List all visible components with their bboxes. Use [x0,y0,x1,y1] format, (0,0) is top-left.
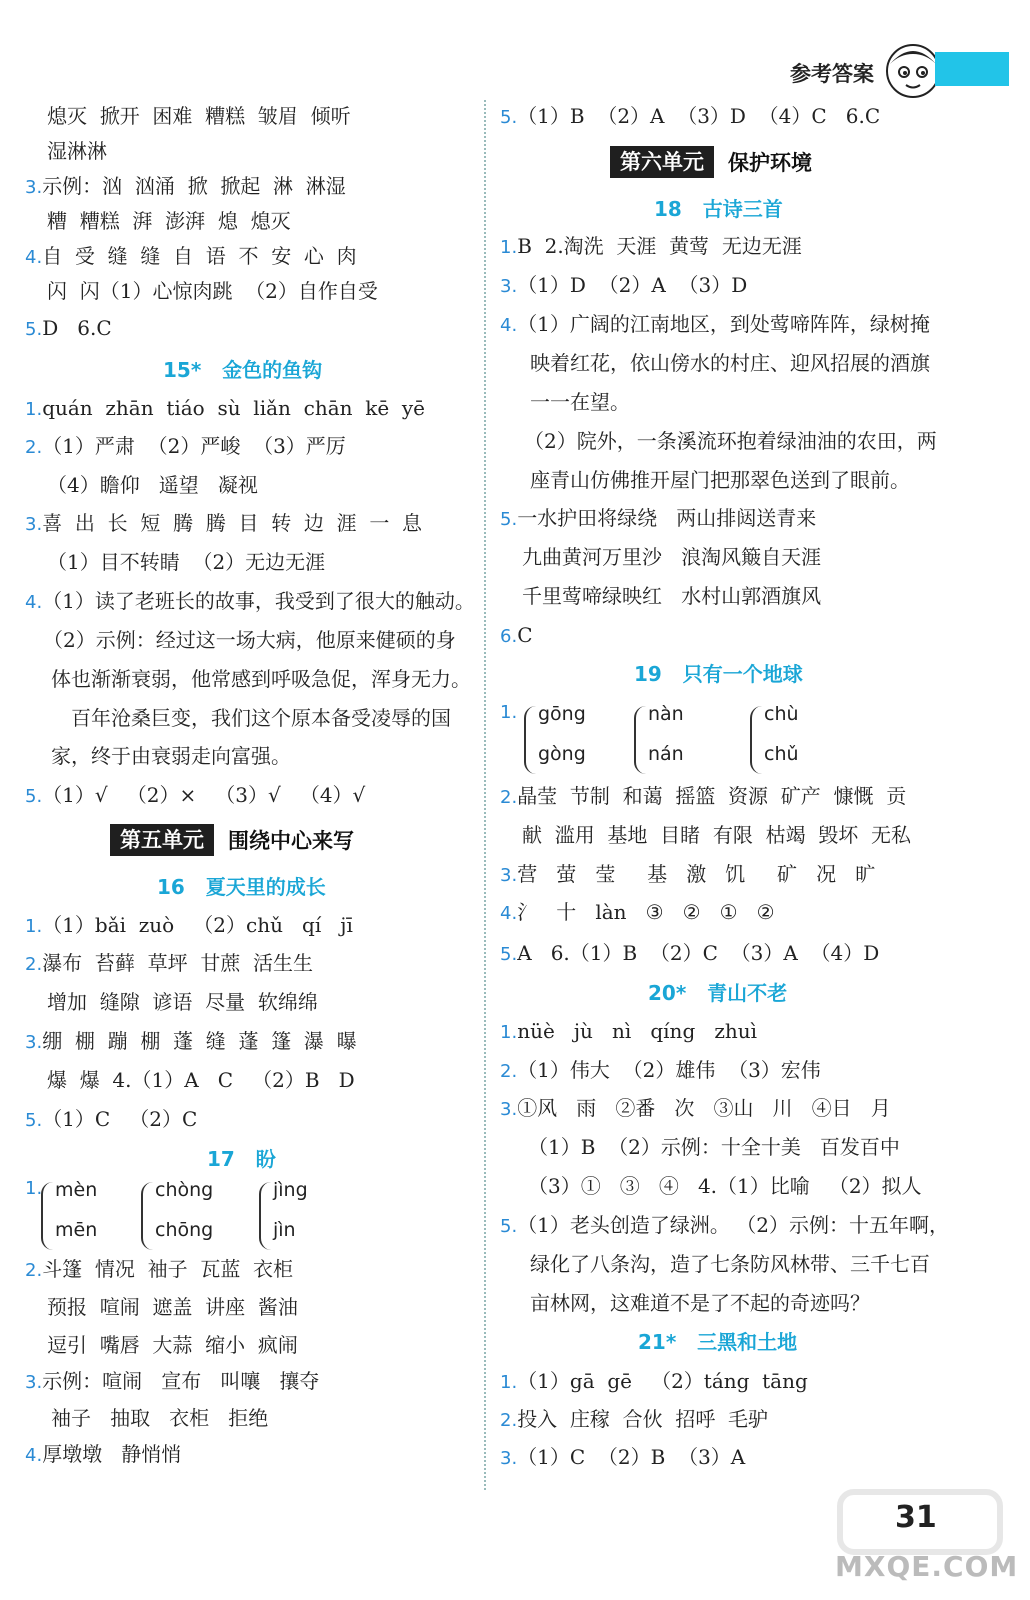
answer-line [500,1057,821,1085]
answer-line [500,103,880,131]
answer-line [25,950,313,978]
answer-text: A 6.（1）B （2）C （3）A （4）D [517,941,880,965]
answer-line: 千里莺啼绿映红 水村山郭酒旗风 [522,584,822,608]
unit-tag: 第五单元 [110,824,214,856]
answer-line: 熄灭 掀开 困难 糟糕 皱眉 倾听 [47,104,351,128]
question-number: 1. [500,1372,518,1393]
answer-text: B 2.淘洗 天涯 黄莺 无边无涯 [517,234,802,258]
pinyin-bottom: jìn [273,1219,296,1241]
answer-line [500,940,879,968]
question-number: 5. [500,107,518,128]
watermark-text: MXQE.COM [835,1550,1019,1583]
pinyin-top: chù [764,703,799,725]
answer-line: （2）院外，一条溪流环抱着绿油油的农田，两 [524,429,937,453]
question-number: 3. [500,865,518,886]
header-label: 参考答案 [790,62,874,86]
question-number: 4. [25,592,43,613]
answer-line [500,1212,949,1240]
answer-line: 映着红花，依山傍水的村庄、迎风招展的酒旗 [530,351,930,375]
answer-line [500,622,533,650]
answer-line [25,1256,293,1284]
answer-text: 晶莹 节制 和蔼 摇篮 资源 矿产 慷慨 贡 [517,784,907,808]
answer-line [500,311,930,339]
answer-text: （1）严肃 （2）严峻 （3）严厉 [42,434,346,458]
question-number: 3. [500,1099,518,1120]
answer-line: 百年沧桑巨变，我们这个原本备受凌辱的国 [71,706,451,730]
answer-line [25,782,365,810]
question-number: 1. [25,1178,43,1199]
question-number: 3. [25,514,43,535]
question-number: 4. [500,903,518,924]
unit-heading [610,146,812,178]
answer-line: 献 滥用 基地 目睹 有限 枯竭 毁坏 无私 [522,823,912,847]
answer-line [500,1406,768,1434]
pinyin-brace [41,1182,53,1250]
header-accent-bar [935,52,1009,86]
answer-line: 体也渐渐衰弱，他常感到呼吸急促，浑身无力。 [51,667,471,691]
answer-line: 预报 喧闹 遮盖 讲座 酱油 [47,1295,298,1319]
pinyin-bottom: gòng [538,743,586,765]
answer-text: 厚墩墩 静悄悄 [42,1442,182,1466]
page-number: 31 [895,1500,937,1535]
pinyin-bottom: nán [648,743,684,765]
answer-text: 示例：喧闹 宣布 叫嚷 攘夺 [42,1369,320,1393]
answer-text: 一水护田将绿绕 两山排闼送青来 [517,506,817,530]
answer-text: 绷 棚 蹦 棚 蓬 缝 蓬 篷 瀑 曝 [42,1029,357,1053]
question-number: 1. [500,237,518,258]
answer-line [25,510,422,538]
answer-text: 氵 十 làn ③ ② ① ② [517,900,775,924]
answer-text: （1）√ （2）× （3）√ （4）√ [42,783,366,807]
question-number: 4. [500,315,518,336]
answer-text: 营 萤 莹 基 激 饥 矿 况 旷 [517,862,876,886]
unit-heading [110,824,354,856]
answer-line [25,1368,319,1396]
question-number: 5. [500,509,518,530]
answer-line: 袖子 抽取 衣柜 拒绝 [51,1406,269,1430]
pinyin-top: gōng [538,703,586,725]
answer-text: （1）C （2）C [42,1107,198,1131]
answer-line [25,173,346,201]
pinyin-brace [141,1182,153,1250]
answer-line [25,588,475,616]
question-number: 2. [25,1260,43,1281]
pinyin-brace [259,1182,271,1250]
answer-text: （1）C （2）B （3）A [517,1445,746,1469]
answer-line: 一一在望。 [530,390,630,414]
question-number: 3. [25,177,43,198]
pinyin-bottom: mēn [55,1219,98,1241]
answer-line [500,899,775,927]
answer-line [25,1106,197,1134]
answer-text: （1）广阔的江南地区，到处莺啼阵阵，绿树掩 [517,312,930,336]
answer-line [25,912,353,940]
question-number: 3. [500,1448,518,1469]
question-number: 3. [500,276,518,297]
answer-line: 九曲黄河万里沙 浪淘风簸自天涯 [522,545,822,569]
question-number: 1. [25,399,43,420]
answer-line [500,1368,808,1396]
question-number: 5. [500,944,518,965]
question-number: 3. [25,1372,43,1393]
answer-text: （1）B （2）A （3）D （4）C 6.C [517,104,881,128]
pinyin-bottom: chǔ [764,743,799,765]
answer-text: （1）gā gē （2）táng tāng [517,1369,808,1393]
pinyin-top: jìng [273,1179,308,1201]
answer-text: 斗篷 情况 袖子 瓦蓝 衣柜 [42,1257,294,1281]
answer-line [25,1028,357,1056]
answer-line: 爆 爆 4.（1）A C （2）B D [47,1068,355,1092]
answer-text: quán zhān tiáo sù liǎn chān kē yē [42,396,426,420]
unit-title: 围绕中心来写 [228,829,354,853]
answer-line: 亩林网，这难道不是了不起的奇迹吗？ [530,1291,870,1315]
answer-line [25,1441,181,1469]
question-number: 1. [500,702,518,723]
answer-line [500,505,816,533]
pinyin-brace [634,706,646,774]
question-number: 1. [25,916,43,937]
unit-title: 保护环境 [728,151,812,175]
question-number: 5. [500,1216,518,1237]
question-number: 1. [500,1022,518,1043]
question-number: 6. [500,626,518,647]
unit-tag: 第六单元 [610,146,714,178]
pinyin-top: nàn [648,703,684,725]
answer-line: 绿化了八条沟，造了七条防风林带、三千七百 [530,1252,930,1276]
pinyin-brace [750,706,762,774]
lesson-title: 18 古诗三首 [654,197,783,221]
answer-text: 瀑布 苔藓 草坪 甘蔗 活生生 [42,951,314,975]
answer-line: （1）目不转睛 （2）无边无涯 [47,550,326,574]
question-number: 5. [25,786,43,807]
answer-line [500,272,747,300]
question-number: 2. [500,787,518,808]
answer-line: 闪 闪（1）心惊肉跳 （2）自作自受 [47,279,378,303]
answer-line: 家，终于由衰弱走向富强。 [51,744,291,768]
answer-text: D 6.C [42,316,112,340]
answer-text: （1）读了老班长的故事，我受到了很大的触动。 [42,589,475,613]
answer-line [500,861,875,889]
lesson-title: 17 盼 [207,1147,276,1171]
lesson-title: 15* 金色的鱼钩 [163,358,323,382]
question-number: 5. [25,1110,43,1131]
answer-line [500,233,802,261]
column-divider [484,100,486,1490]
lesson-title: 19 只有一个地球 [634,662,803,686]
answer-line [25,433,346,461]
question-number: 4. [25,247,43,268]
question-number: 2. [500,1061,518,1082]
answer-text: 示例：汹 汹涌 掀 掀起 淋 淋湿 [42,174,346,198]
question-number: 2. [25,954,43,975]
answer-text: 自 受 缝 缝 自 语 不 安 心 肉 [42,244,357,268]
answer-text: 喜 出 长 短 腾 腾 目 转 边 涯 一 息 [42,511,423,535]
answer-text: ①风 雨 ②番 次 ③山 川 ④日 月 [517,1096,891,1120]
answer-line [25,395,425,423]
answer-text: （1）伟大 （2）雄伟 （3）宏伟 [517,1058,821,1082]
answer-line: 湿淋淋 [47,139,107,163]
answer-line [25,243,357,271]
question-number: 2. [500,1410,518,1431]
answer-line: 增加 缝隙 谚语 尽量 软绵绵 [47,990,318,1014]
answer-line: （4）瞻仰 遥望 凝视 [47,473,258,497]
answer-line [500,1018,757,1046]
question-number: 5. [25,319,43,340]
answer-text: （1）bǎi zuò （2）chǔ qí jī [42,913,353,937]
answer-text: nüè jù nì qíng zhuì [517,1019,758,1043]
answer-line: （2）示例：经过这一场大病，他原来健硕的身 [43,628,456,652]
answer-text: 投入 庄稼 合伙 招呼 毛驴 [517,1407,769,1431]
answer-line: （1）B （2）示例：十全十美 百发百中 [528,1135,900,1159]
answer-line [500,1095,891,1123]
lesson-title: 20* 青山不老 [648,981,788,1005]
answer-text: C [517,623,533,647]
answer-line [25,315,112,343]
lesson-title: 16 夏天里的成长 [157,875,326,899]
answer-line: 座青山仿佛推开屋门把那翠色送到了眼前。 [530,468,910,492]
pinyin-bottom: chōng [155,1219,214,1241]
answer-line: （3）① ③ ④ 4.（1）比喻 （2）拟人 [528,1174,922,1198]
answer-line: 糟 糟糕 湃 澎湃 熄 熄灭 [47,209,291,233]
pinyin-top: mèn [55,1179,98,1201]
answer-text: （1）D （2）A （3）D [517,273,748,297]
answer-line [500,783,906,811]
question-number: 3. [25,1032,43,1053]
question-number: 4. [25,1445,43,1466]
pinyin-brace [524,706,536,774]
question-number: 2. [25,437,43,458]
answer-line [500,1444,745,1472]
answer-text: （1）老头创造了绿洲。 （2）示例：十五年啊， [517,1213,949,1237]
answer-line: 逗引 嘴唇 大蒜 缩小 疯闹 [47,1333,298,1357]
lesson-title: 21* 三黑和土地 [638,1330,798,1354]
pinyin-top: chòng [155,1179,214,1201]
